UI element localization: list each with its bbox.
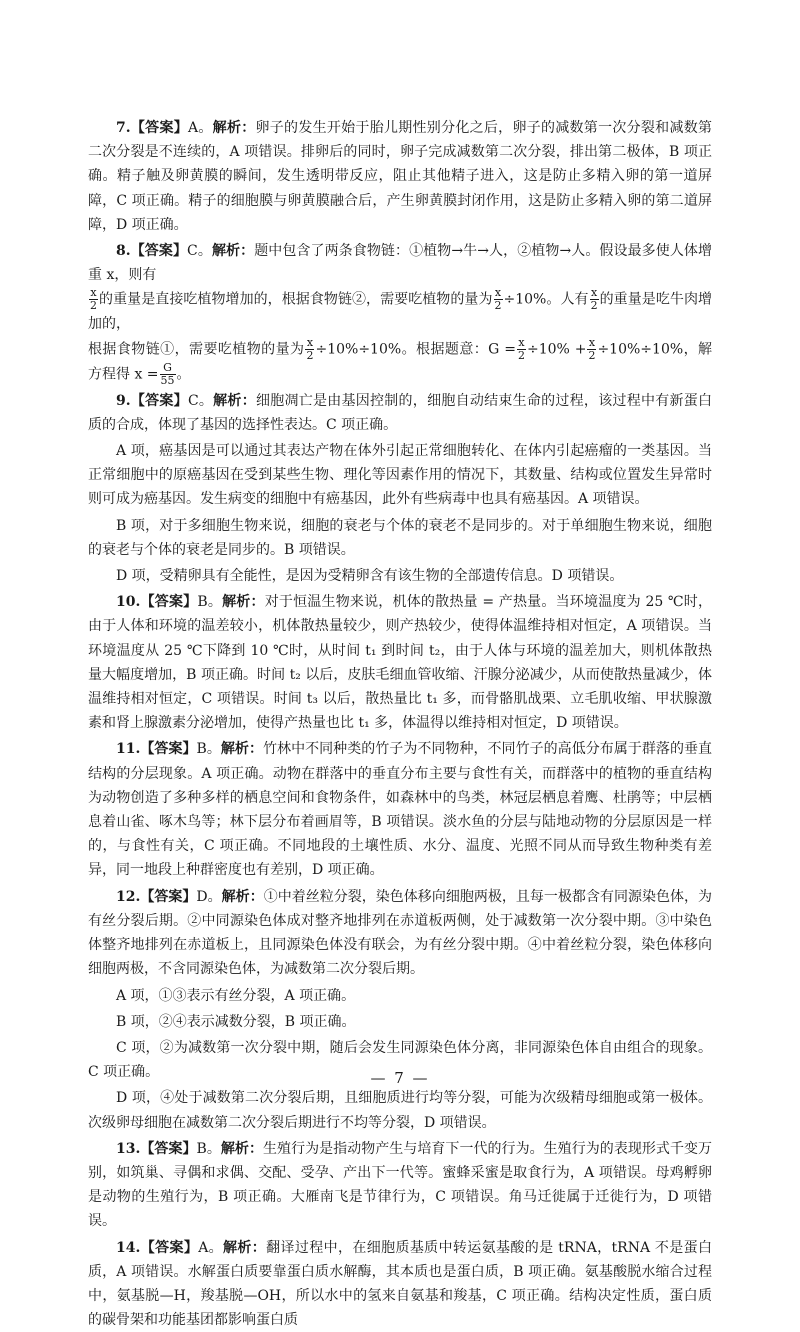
answer-choice: A。 xyxy=(198,1239,224,1256)
fraction-denominator: 2 xyxy=(494,299,502,313)
option-explanation: B 项，对于多细胞生物来说，细胞的衰老与个体的衰老不是同步的。对于单细胞生物来说，细胞的衰老与个体的衰老是同步的。B 项错误。 xyxy=(88,517,712,558)
analysis-tag: 解析： xyxy=(213,392,256,409)
answer-tag: 【答案】 xyxy=(130,392,188,409)
answer-number: 14. xyxy=(116,1239,141,1256)
answer-choice: D。 xyxy=(196,888,222,905)
analysis-text: 卵子的发生开始于胎儿期性别分化之后，卵子的减数第一次分裂和减数第二次分裂是不连续的，A 项错误。排卵后的同时，卵子完成减数第二次分裂，排出第二极体，B 项正确。精子触及卵黄膜的瞬间，发生透明带反应，阻止其他精子进入，这是防止多精入卵的第一道屏障，C 项正确。精子的细胞膜与卵黄膜融合后，产生卵黄膜封闭作用，这是防止多精入卵的第二道屏障，D 项正确。 xyxy=(88,120,713,233)
analysis-text: ÷10% + xyxy=(526,341,587,358)
option-explanation: B 项，②④表示减数分裂，B 项正确。 xyxy=(116,1013,356,1030)
answer-number: 8. xyxy=(116,243,131,260)
fraction-numerator: x xyxy=(90,286,97,300)
fraction-numerator: x xyxy=(518,335,525,349)
option-explanation: C 项，②为减数第一次分裂中期，随后会发生同源染色体分离，非同源染色体自由组合的现象。C 项正确。 xyxy=(88,1039,712,1081)
answer-10 xyxy=(88,590,712,735)
answer-number: 10. xyxy=(116,594,141,611)
analysis-text: ÷10%÷10%。根据题意：G = xyxy=(315,341,516,358)
option-explanation: D 项，受精卵具有全能性，是因为受精卵含有该生物的全部遗传信息。D 项错误。 xyxy=(116,568,624,585)
analysis-text: 的重量是直接吃植物增加的，根据食物链②，需要吃植物的量为 xyxy=(99,291,493,308)
analysis-tag: 解析： xyxy=(222,594,265,611)
analysis-tag: 解析： xyxy=(223,1239,267,1256)
answer-tag: 【答案】 xyxy=(140,1140,197,1157)
analysis-tag: 解析： xyxy=(211,243,255,260)
analysis-text: 对于恒温生物来说，机体的散热量 = 产热量。当环境温度为 25 ℃时，由于人体和环境的温差较小，机体散热量较少，则产热较少，使得体温维持相对恒定，A 项错误。当环境温度从 25 ℃下降到 10 ℃时，从时间 t₁ 到时间 t₂，由于人体与环境的温差加大，则机体散热量大幅度增加，B 项正确。时间 t₂ 以后，皮肤毛细血管收缩、汗腺分泌减少，从而使散热量减少，体温维持相对恒定，C 项错误。时间 t₃ 以后，散热量比 t₁ 多，而骨骼肌战栗、立毛肌收缩、甲状腺激素和肾上腺激素分泌增加，使得产热量也比 t₁ 多，体温得以维持相对恒定，D 项错误。 xyxy=(88,594,712,732)
answer-7 xyxy=(88,116,712,237)
fraction-denominator: 55 xyxy=(160,373,175,387)
fraction-x-over-2 xyxy=(590,287,599,312)
answer-choice: C。 xyxy=(187,243,212,260)
fraction-x-over-2 xyxy=(587,337,596,362)
fraction-numerator: G xyxy=(160,362,176,375)
fraction-denominator: 2 xyxy=(590,299,598,313)
analysis-text: ÷10%÷10%，解方程得 x = xyxy=(88,341,713,383)
fraction-denominator: 2 xyxy=(517,348,525,362)
analysis-text: 竹林中不同种类的竹子为不同物种，不同竹子的高低分布属于群落的垂直结构的分层现象。A 项正确。动物在群落中的垂直分布主要与食性有关，而群落中的植物的垂直结构为动物创造了多种多样的栖息空间和食物条件，如森林中的鸟类，林冠层栖息着鹰、杜鹃等；中层栖息着山雀、啄木鸟等；林下层分布着画眉等，B 项错误。淡水鱼的分层与陆地动物的分层原因是一样的，与食性有关，C 项正确。不同地段的土壤性质、水分、温度、光照不同从而导致生物种类有差异，同一地段上种群密度也有差别，D 项正确。 xyxy=(88,741,713,879)
analysis-text: ÷10%。人有 xyxy=(503,291,589,308)
fraction-numerator: x xyxy=(588,335,596,349)
option-explanation: D 项，④处于减数第二次分裂后期，且细胞质进行均等分裂，可能为次级精母细胞或第一极体。次级卵母细胞在减数第二次分裂后期进行不均等分裂，D 项错误。 xyxy=(88,1090,712,1131)
fraction-x-over-2 xyxy=(89,287,98,312)
answer-11 xyxy=(88,737,712,882)
answer-tag: 【答案】 xyxy=(130,243,188,260)
fraction-denominator: 2 xyxy=(306,348,314,362)
answer-9 xyxy=(88,389,712,437)
answer-8-equation xyxy=(88,337,712,387)
analysis-tag: 解析： xyxy=(220,741,263,758)
answer-choice: C。 xyxy=(187,392,214,409)
analysis-text: ①中着丝粒分裂，染色体移向细胞两极，且每一极都含有同源染色体，为有丝分裂后期。②中同源染色体成对整齐地排列在赤道板两侧，处于减数第一次分裂中期。③中染色体整齐地排列在赤道板上，且同源染色体没有联会，为有丝分裂中期。④中着丝粒分裂，染色体移向细胞两极，不含同源染色体，为减数第二次分裂后期。 xyxy=(88,888,713,978)
answer-14 xyxy=(88,1236,712,1332)
analysis-text: 生殖行为是指动物产生与培育下一代的行为。生殖行为的表现形式千变万别，如筑巢、寻偶和求偶、交配、受孕、产出下一代等。蜜蜂采蜜是取食行为，A 项错误。母鸡孵卵是动物的生殖行为，B 项正确。大雁南飞是节律行为，C 项错误。角马迁徙属于迁徙行为，D 项错误。 xyxy=(88,1140,713,1230)
fraction-x-over-2 xyxy=(305,337,314,362)
answer-8-continued xyxy=(88,287,712,336)
answer-number: 7. xyxy=(116,120,131,136)
answer-tag: 【答案】 xyxy=(140,741,197,758)
answer-choice: B。 xyxy=(196,741,221,758)
page-number: — 7 — xyxy=(370,1069,430,1087)
fraction-denominator: 2 xyxy=(588,348,596,362)
analysis-text: 的重量是吃牛肉增加的， xyxy=(88,291,712,333)
answer-8 xyxy=(88,239,712,287)
fraction-g-over-55 xyxy=(160,362,176,387)
answer-number: 11. xyxy=(116,741,141,758)
option-explanation: A 项，①③表示有丝分裂，A 项正确。 xyxy=(116,987,356,1004)
answer-12 xyxy=(88,885,712,982)
answer-tag: 【答案】 xyxy=(140,888,197,905)
analysis-text: 翻译过程中，在细胞质基质中转运氨基酸的是 tRNA，tRNA 不是蛋白质，A 项错误。水解蛋白质要靠蛋白质水解酶，其本质也是蛋白质，B 项正确。氨基酸脱水缩合过程中，氨基脱—H，羧基脱—OH，所以水中的氢来自氨基和羧基，C 项正确。结构决定性质，蛋白质的碳骨架和功能基团都影响蛋白质 xyxy=(88,1239,712,1329)
option-explanation: A 项，癌基因是可以通过其表达产物在体外引起正常细胞转化、在体内引起癌瘤的一类基因。当正常细胞中的原癌基因在受到某些生物、理化等因素作用的情况下，其数量、结构或位置发生异常时则可成为癌基因。发生病变的细胞中有癌基因，此外有些病毒中也具有癌基因。A 项错误。 xyxy=(88,443,712,508)
answer-choice: A。 xyxy=(188,120,213,136)
analysis-text: 细胞凋亡是由基因控制的，细胞自动结束生命的过程，该过程中有新蛋白质的合成，体现了基因的选择性表达。C 项正确。 xyxy=(88,392,713,433)
answer-choice: B。 xyxy=(196,1140,221,1157)
fraction-numerator: x xyxy=(590,286,598,300)
answer-tag: 【答案】 xyxy=(140,594,198,611)
analysis-tag: 解析： xyxy=(212,120,256,136)
answer-choice: B。 xyxy=(197,594,223,611)
analysis-text: 题中包含了两条食物链：①植物→牛→人，②植物→人。假设最多使人体增重 x，则有 xyxy=(88,243,713,284)
answer-13 xyxy=(88,1137,712,1234)
answer-number: 9. xyxy=(116,392,131,409)
analysis-tag: 解析： xyxy=(221,888,264,905)
fraction-x-over-2 xyxy=(517,337,526,362)
analysis-text: 根据食物链①，需要吃植物的量为 xyxy=(88,341,305,358)
fraction-numerator: x xyxy=(494,286,502,300)
fraction-denominator: 2 xyxy=(90,299,97,313)
fraction-numerator: x xyxy=(306,335,314,349)
analysis-text: 。 xyxy=(176,366,191,383)
answer-number: 12. xyxy=(116,888,141,905)
answer-tag: 【答案】 xyxy=(140,1239,199,1256)
fraction-x-over-2 xyxy=(494,287,503,312)
answer-tag: 【答案】 xyxy=(130,120,188,136)
answer-number: 13. xyxy=(116,1140,141,1157)
analysis-tag: 解析： xyxy=(220,1140,263,1157)
